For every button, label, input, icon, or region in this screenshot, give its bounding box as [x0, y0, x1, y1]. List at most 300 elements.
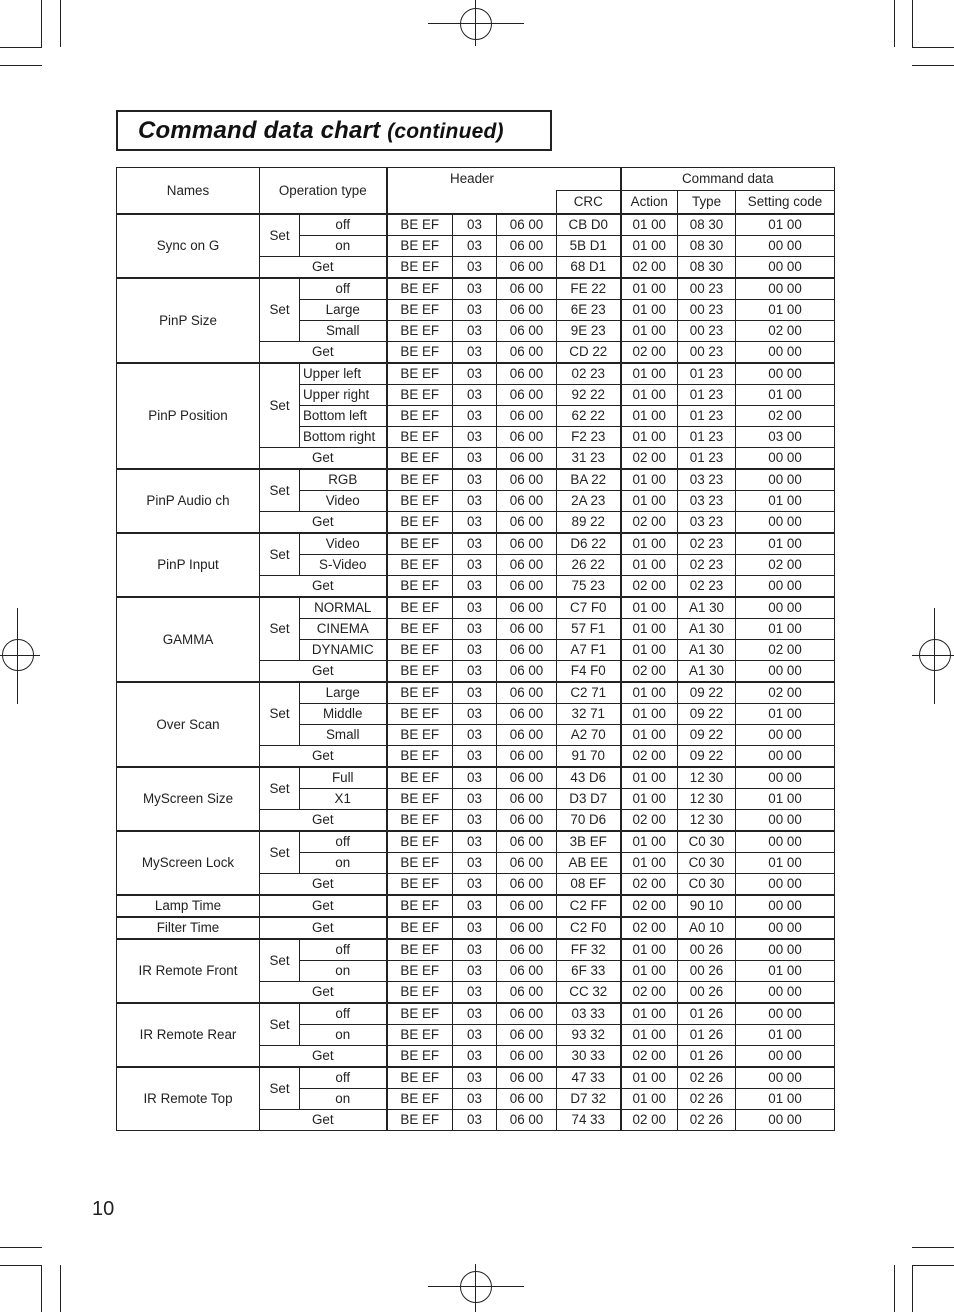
command-name: Lamp Time	[117, 895, 260, 917]
header-length: 03	[453, 1089, 497, 1110]
header-length: 03	[453, 939, 497, 961]
operation-get: Get	[260, 257, 387, 279]
crc-value: 5B D1	[557, 236, 621, 257]
set-option: Video	[300, 491, 387, 512]
action-value: 01 00	[621, 406, 678, 427]
title-box	[116, 110, 552, 151]
operation-set: Set	[260, 214, 300, 257]
action-value: 02 00	[621, 257, 678, 279]
crc-value: 74 33	[557, 1110, 621, 1131]
type-value: 00 26	[678, 939, 736, 961]
header-names: Names	[117, 168, 260, 215]
command-name: PinP Audio ch	[117, 469, 260, 533]
set-option: on	[300, 961, 387, 982]
operation-get: Get	[260, 1110, 387, 1131]
crc-value: 91 70	[557, 746, 621, 768]
header-id: 06 00	[497, 214, 557, 236]
crc-value: 31 23	[557, 448, 621, 470]
crc-value: C2 F0	[557, 917, 621, 939]
setting-code-value: 00 00	[736, 1003, 835, 1025]
type-value: 08 30	[678, 236, 736, 257]
operation-set: Set	[260, 363, 300, 448]
set-option: off	[300, 939, 387, 961]
header-operation-type: Operation type	[260, 168, 387, 215]
setting-code-value: 00 00	[736, 939, 835, 961]
setting-code-value: 00 00	[736, 767, 835, 789]
action-value: 02 00	[621, 874, 678, 896]
header-bytes: BE EF	[387, 704, 453, 725]
action-value: 02 00	[621, 576, 678, 598]
type-value: 00 23	[678, 278, 736, 300]
action-value: 01 00	[621, 1089, 678, 1110]
crc-value: 9E 23	[557, 321, 621, 342]
crc-value: CB D0	[557, 214, 621, 236]
action-value: 01 00	[621, 619, 678, 640]
command-data-table	[116, 167, 835, 1131]
setting-code-value: 02 00	[736, 555, 835, 576]
action-value: 01 00	[621, 427, 678, 448]
setting-code-value: 00 00	[736, 661, 835, 683]
set-option: Large	[300, 682, 387, 704]
set-option: off	[300, 1003, 387, 1025]
header-id: 06 00	[497, 533, 557, 555]
operation-set: Set	[260, 533, 300, 576]
set-option: on	[300, 236, 387, 257]
action-value: 02 00	[621, 512, 678, 534]
type-value: 01 23	[678, 448, 736, 470]
table-row	[117, 469, 835, 491]
type-value: 02 26	[678, 1067, 736, 1089]
command-name: MyScreen Size	[117, 767, 260, 831]
setting-code-value: 00 00	[736, 363, 835, 385]
header-id: 06 00	[497, 1003, 557, 1025]
setting-code-value: 00 00	[736, 236, 835, 257]
setting-code-value: 02 00	[736, 640, 835, 661]
header-bytes: BE EF	[387, 342, 453, 364]
action-value: 02 00	[621, 342, 678, 364]
header-id: 06 00	[497, 895, 557, 917]
page-number: 10	[92, 1198, 115, 1220]
set-option: Upper left	[300, 363, 387, 385]
set-option: Bottom right	[300, 427, 387, 448]
setting-code-value: 00 00	[736, 1067, 835, 1089]
header-setting-code: Setting code	[736, 191, 835, 215]
action-value: 02 00	[621, 1046, 678, 1068]
type-value: 02 23	[678, 576, 736, 598]
header-length: 03	[453, 214, 497, 236]
set-option: X1	[300, 789, 387, 810]
type-value: 09 22	[678, 746, 736, 768]
crc-value: 70 D6	[557, 810, 621, 832]
header-id: 06 00	[497, 619, 557, 640]
operation-set: Set	[260, 939, 300, 982]
header-crc: CRC	[557, 191, 621, 215]
header-length: 03	[453, 725, 497, 746]
crc-value: BA 22	[557, 469, 621, 491]
action-value: 01 00	[621, 704, 678, 725]
setting-code-value: 00 00	[736, 725, 835, 746]
header-header-blank	[387, 191, 557, 215]
type-value: 00 23	[678, 321, 736, 342]
header-length: 03	[453, 1003, 497, 1025]
set-option: Small	[300, 725, 387, 746]
table-row	[117, 939, 835, 961]
header-bytes: BE EF	[387, 214, 453, 236]
header-id: 06 00	[497, 1110, 557, 1131]
setting-code-value: 01 00	[736, 491, 835, 512]
crc-value: 6E 23	[557, 300, 621, 321]
table-body	[117, 214, 835, 1131]
operation-get: Get	[260, 810, 387, 832]
setting-code-value: 00 00	[736, 895, 835, 917]
header-bytes: BE EF	[387, 555, 453, 576]
table-row	[117, 831, 835, 853]
header-bytes: BE EF	[387, 363, 453, 385]
header-bytes: BE EF	[387, 982, 453, 1004]
operation-set: Set	[260, 1003, 300, 1046]
header-length: 03	[453, 1067, 497, 1089]
header-id: 06 00	[497, 767, 557, 789]
header-length: 03	[453, 831, 497, 853]
setting-code-value: 01 00	[736, 385, 835, 406]
type-value: 02 23	[678, 533, 736, 555]
setting-code-value: 00 00	[736, 448, 835, 470]
header-id: 06 00	[497, 469, 557, 491]
type-value: 02 26	[678, 1089, 736, 1110]
action-value: 02 00	[621, 895, 678, 917]
header-spacer	[557, 168, 621, 191]
set-option: Small	[300, 321, 387, 342]
header-length: 03	[453, 469, 497, 491]
command-name: IR Remote Top	[117, 1067, 260, 1131]
command-name: MyScreen Lock	[117, 831, 260, 895]
header-bytes: BE EF	[387, 1025, 453, 1046]
setting-code-value: 01 00	[736, 961, 835, 982]
setting-code-value: 00 00	[736, 831, 835, 853]
header-bytes: BE EF	[387, 491, 453, 512]
header-bytes: BE EF	[387, 746, 453, 768]
crc-value: 03 33	[557, 1003, 621, 1025]
table-row	[117, 533, 835, 555]
header-bytes: BE EF	[387, 1003, 453, 1025]
type-value: 09 22	[678, 704, 736, 725]
set-option: off	[300, 831, 387, 853]
table-row	[117, 214, 835, 236]
type-value: 00 23	[678, 300, 736, 321]
action-value: 01 00	[621, 1067, 678, 1089]
action-value: 02 00	[621, 448, 678, 470]
type-value: 01 23	[678, 385, 736, 406]
action-value: 01 00	[621, 533, 678, 555]
header-bytes: BE EF	[387, 257, 453, 279]
set-option: NORMAL	[300, 597, 387, 619]
type-value: 01 26	[678, 1046, 736, 1068]
set-option: Video	[300, 533, 387, 555]
header-bytes: BE EF	[387, 406, 453, 427]
header-length: 03	[453, 597, 497, 619]
operation-set: Set	[260, 278, 300, 342]
header-bytes: BE EF	[387, 619, 453, 640]
table-row	[117, 278, 835, 300]
type-value: 12 30	[678, 767, 736, 789]
crc-value: 92 22	[557, 385, 621, 406]
header-length: 03	[453, 533, 497, 555]
header-id: 06 00	[497, 640, 557, 661]
action-value: 01 00	[621, 555, 678, 576]
crc-value: 26 22	[557, 555, 621, 576]
set-option: off	[300, 214, 387, 236]
action-value: 01 00	[621, 1003, 678, 1025]
header-length: 03	[453, 767, 497, 789]
type-value: C0 30	[678, 831, 736, 853]
type-value: 03 23	[678, 469, 736, 491]
command-name: Over Scan	[117, 682, 260, 767]
header-id: 06 00	[497, 725, 557, 746]
command-name: PinP Input	[117, 533, 260, 597]
command-name: IR Remote Rear	[117, 1003, 260, 1067]
header-bytes: BE EF	[387, 278, 453, 300]
setting-code-value: 01 00	[736, 533, 835, 555]
setting-code-value: 00 00	[736, 512, 835, 534]
set-option: RGB	[300, 469, 387, 491]
action-value: 01 00	[621, 640, 678, 661]
operation-set: Set	[260, 831, 300, 874]
header-length: 03	[453, 640, 497, 661]
header-bytes: BE EF	[387, 661, 453, 683]
operation-get: Get	[260, 448, 387, 470]
crc-value: 47 33	[557, 1067, 621, 1089]
header-id: 06 00	[497, 363, 557, 385]
action-value: 02 00	[621, 1110, 678, 1131]
header-command-data: Command data	[621, 168, 835, 191]
operation-get: Get	[260, 342, 387, 364]
setting-code-value: 00 00	[736, 469, 835, 491]
type-value: 12 30	[678, 789, 736, 810]
crc-value: 89 22	[557, 512, 621, 534]
crc-value: C7 F0	[557, 597, 621, 619]
set-option: on	[300, 1089, 387, 1110]
header-id: 06 00	[497, 1025, 557, 1046]
setting-code-value: 01 00	[736, 704, 835, 725]
header-bytes: BE EF	[387, 533, 453, 555]
table-row	[117, 597, 835, 619]
type-value: A1 30	[678, 640, 736, 661]
action-value: 01 00	[621, 961, 678, 982]
crc-value: FF 32	[557, 939, 621, 961]
set-option: Bottom left	[300, 406, 387, 427]
type-value: 09 22	[678, 682, 736, 704]
crc-value: 3B EF	[557, 831, 621, 853]
crc-value: 43 D6	[557, 767, 621, 789]
type-value: 00 26	[678, 961, 736, 982]
header-id: 06 00	[497, 300, 557, 321]
operation-get: Get	[260, 512, 387, 534]
header-bytes: BE EF	[387, 385, 453, 406]
header-id: 06 00	[497, 853, 557, 874]
setting-code-value: 00 00	[736, 874, 835, 896]
header-header: Header	[387, 168, 557, 191]
crc-value: 32 71	[557, 704, 621, 725]
type-value: 08 30	[678, 257, 736, 279]
header-bytes: BE EF	[387, 853, 453, 874]
crc-value: F2 23	[557, 427, 621, 448]
header-length: 03	[453, 406, 497, 427]
crc-value: D7 32	[557, 1089, 621, 1110]
header-id: 06 00	[497, 831, 557, 853]
header-bytes: BE EF	[387, 810, 453, 832]
header-bytes: BE EF	[387, 512, 453, 534]
setting-code-value: 00 00	[736, 257, 835, 279]
action-value: 01 00	[621, 1025, 678, 1046]
table-row	[117, 363, 835, 385]
header-bytes: BE EF	[387, 448, 453, 470]
set-option: off	[300, 278, 387, 300]
header-bytes: BE EF	[387, 939, 453, 961]
action-value: 01 00	[621, 725, 678, 746]
header-id: 06 00	[497, 597, 557, 619]
header-length: 03	[453, 385, 497, 406]
crc-value: 2A 23	[557, 491, 621, 512]
type-value: 90 10	[678, 895, 736, 917]
header-length: 03	[453, 895, 497, 917]
header-id: 06 00	[497, 257, 557, 279]
header-length: 03	[453, 236, 497, 257]
setting-code-value: 02 00	[736, 321, 835, 342]
setting-code-value: 03 00	[736, 427, 835, 448]
header-length: 03	[453, 342, 497, 364]
action-value: 01 00	[621, 321, 678, 342]
action-value: 01 00	[621, 363, 678, 385]
action-value: 02 00	[621, 746, 678, 768]
crc-value: C2 FF	[557, 895, 621, 917]
crc-value: CD 22	[557, 342, 621, 364]
header-bytes: BE EF	[387, 640, 453, 661]
type-value: C0 30	[678, 874, 736, 896]
crc-value: CC 32	[557, 982, 621, 1004]
operation-get: Get	[260, 874, 387, 896]
header-bytes: BE EF	[387, 831, 453, 853]
set-option: on	[300, 853, 387, 874]
set-option: off	[300, 1067, 387, 1089]
header-length: 03	[453, 810, 497, 832]
set-option: Full	[300, 767, 387, 789]
header-length: 03	[453, 746, 497, 768]
action-value: 01 00	[621, 236, 678, 257]
header-length: 03	[453, 512, 497, 534]
header-length: 03	[453, 300, 497, 321]
header-bytes: BE EF	[387, 1089, 453, 1110]
table-row	[117, 895, 835, 917]
header-id: 06 00	[497, 917, 557, 939]
type-value: C0 30	[678, 853, 736, 874]
type-value: 02 23	[678, 555, 736, 576]
header-bytes: BE EF	[387, 427, 453, 448]
header-length: 03	[453, 1046, 497, 1068]
setting-code-value: 00 00	[736, 1110, 835, 1131]
type-value: 00 23	[678, 342, 736, 364]
action-value: 02 00	[621, 917, 678, 939]
type-value: 01 26	[678, 1025, 736, 1046]
action-value: 01 00	[621, 214, 678, 236]
setting-code-value: 01 00	[736, 853, 835, 874]
header-length: 03	[453, 982, 497, 1004]
action-value: 01 00	[621, 767, 678, 789]
table-row	[117, 682, 835, 704]
header-id: 06 00	[497, 278, 557, 300]
type-value: 03 23	[678, 491, 736, 512]
action-value: 02 00	[621, 982, 678, 1004]
header-id: 06 00	[497, 704, 557, 725]
operation-get: Get	[260, 576, 387, 598]
table-header	[117, 168, 835, 215]
setting-code-value: 01 00	[736, 214, 835, 236]
set-option: Upper right	[300, 385, 387, 406]
header-id: 06 00	[497, 512, 557, 534]
operation-get: Get	[260, 895, 387, 917]
action-value: 01 00	[621, 385, 678, 406]
header-length: 03	[453, 619, 497, 640]
title-main: Command data chart	[138, 117, 381, 144]
header-id: 06 00	[497, 1067, 557, 1089]
table-row	[117, 917, 835, 939]
type-value: A1 30	[678, 619, 736, 640]
type-value: 00 26	[678, 982, 736, 1004]
setting-code-value: 01 00	[736, 1089, 835, 1110]
header-id: 06 00	[497, 810, 557, 832]
header-length: 03	[453, 874, 497, 896]
header-id: 06 00	[497, 661, 557, 683]
header-bytes: BE EF	[387, 469, 453, 491]
header-id: 06 00	[497, 236, 557, 257]
header-bytes: BE EF	[387, 917, 453, 939]
set-option: Middle	[300, 704, 387, 725]
header-id: 06 00	[497, 555, 557, 576]
action-value: 01 00	[621, 597, 678, 619]
type-value: 12 30	[678, 810, 736, 832]
header-length: 03	[453, 961, 497, 982]
header-action: Action	[621, 191, 678, 215]
command-name: PinP Position	[117, 363, 260, 469]
header-length: 03	[453, 917, 497, 939]
header-length: 03	[453, 682, 497, 704]
header-length: 03	[453, 704, 497, 725]
header-bytes: BE EF	[387, 236, 453, 257]
header-length: 03	[453, 555, 497, 576]
header-id: 06 00	[497, 321, 557, 342]
command-name: PinP Size	[117, 278, 260, 363]
setting-code-value: 00 00	[736, 1046, 835, 1068]
crc-value: 68 D1	[557, 257, 621, 279]
crc-value: 62 22	[557, 406, 621, 427]
command-name: Sync on G	[117, 214, 260, 278]
crc-value: F4 F0	[557, 661, 621, 683]
setting-code-value: 01 00	[736, 300, 835, 321]
header-bytes: BE EF	[387, 1067, 453, 1089]
setting-code-value: 01 00	[736, 1025, 835, 1046]
crc-value: 08 EF	[557, 874, 621, 896]
header-length: 03	[453, 448, 497, 470]
type-value: 09 22	[678, 725, 736, 746]
command-name: GAMMA	[117, 597, 260, 682]
header-bytes: BE EF	[387, 789, 453, 810]
operation-get: Get	[260, 1046, 387, 1068]
command-name: IR Remote Front	[117, 939, 260, 1003]
action-value: 01 00	[621, 831, 678, 853]
table-row	[117, 1067, 835, 1089]
operation-set: Set	[260, 469, 300, 512]
crc-value: FE 22	[557, 278, 621, 300]
operation-set: Set	[260, 767, 300, 810]
